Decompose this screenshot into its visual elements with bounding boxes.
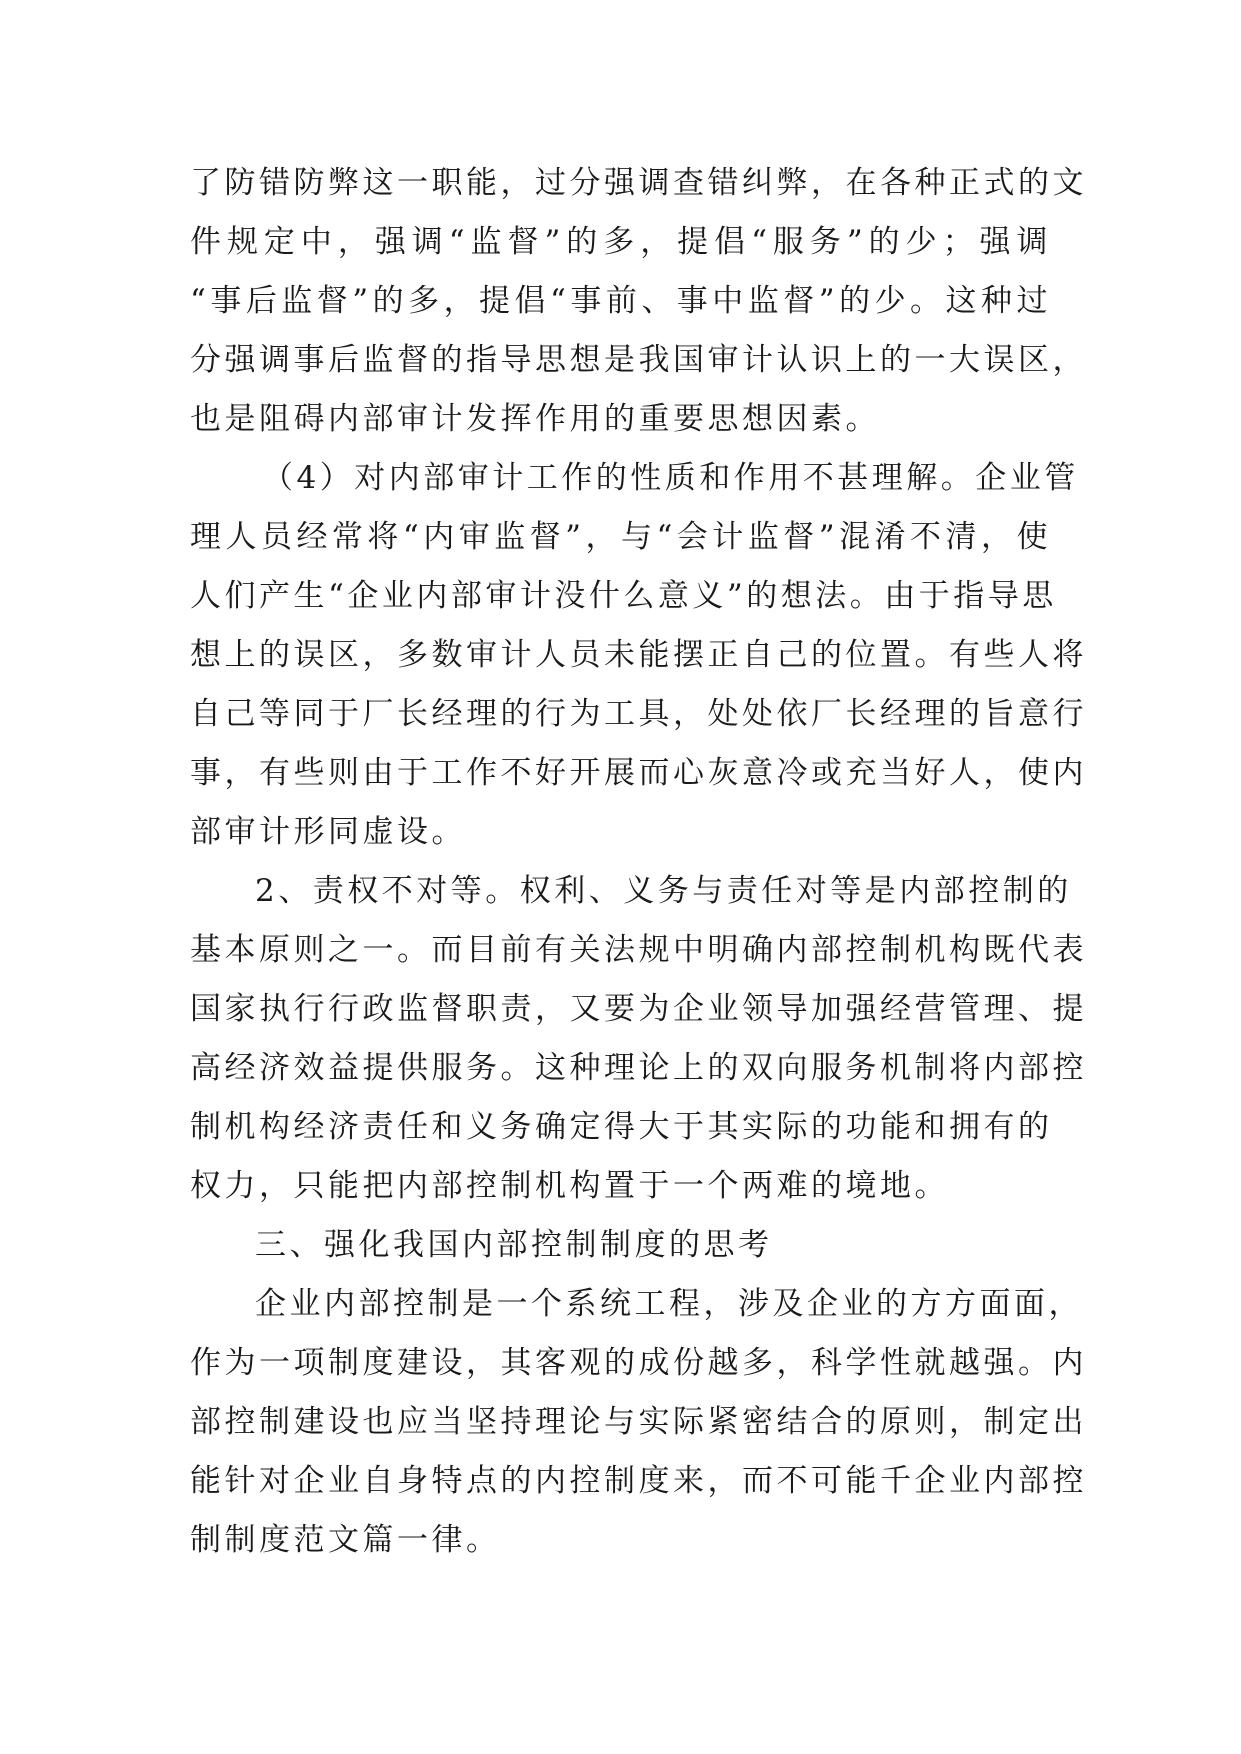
text-line-20: 企业内部控制是一个系统工程，涉及企业的方方面面， bbox=[255, 1286, 1083, 1322]
text-line-17: 制机构经济责任和义务确定得大于其实际的功能和拥有的 bbox=[190, 1109, 1053, 1145]
text-line-1: 了防错防弊这一职能，过分强调查错纠弊，在各种正式的文 bbox=[190, 165, 1087, 201]
text-line-7: 理人员经常将“内审监督”，与“会计监督”混淆不清，使 bbox=[190, 519, 1051, 555]
text-line-13: 2、责权不对等。权利、义务与责任对等是内部控制的 bbox=[255, 873, 1072, 909]
text-line-9: 想上的误区，多数审计人员未能摆正自己的位置。有些人将 bbox=[190, 637, 1087, 673]
text-line-18: 权力，只能把内部控制机构置于一个两难的境地。 bbox=[190, 1168, 949, 1204]
text-line-24: 制制度范文篇一律。 bbox=[190, 1522, 501, 1558]
text-line-4: 分强调事后监督的指导思想是我国审计认识上的一大误区， bbox=[190, 342, 1087, 378]
text-line-21: 作为一项制度建设，其客观的成份越多，科学性就越强。内 bbox=[190, 1345, 1087, 1381]
text-line-5: 也是阻碍内部审计发挥作用的重要思想因素。 bbox=[190, 401, 880, 437]
text-line-8: 人们产生“企业内部审计没什么意义”的想法。由于指导思 bbox=[190, 578, 1057, 614]
section-heading: 三、强化我国内部控制制度的思考 bbox=[255, 1227, 773, 1263]
text-line-10: 自己等同于厂长经理的行为工具，处处依厂长经理的旨意行 bbox=[190, 696, 1087, 732]
text-line-23: 能针对企业自身特点的内控制度来，而不可能千企业内部控 bbox=[190, 1463, 1087, 1499]
text-line-22: 部控制建设也应当坚持理论与实际紧密结合的原则，制定出 bbox=[190, 1404, 1087, 1440]
text-line-11: 事，有些则由于工作不好开展而心灰意冷或充当好人，使内 bbox=[190, 755, 1087, 791]
text-line-3: “事后监督”的多，提倡“事前、事中监督”的少。这种过 bbox=[190, 283, 1051, 319]
text-line-2: 件规定中，强调“监督”的多，提倡“服务”的少；强调 bbox=[190, 224, 1051, 260]
text-line-16: 高经济效益提供服务。这种理论上的双向服务机制将内部控 bbox=[190, 1050, 1087, 1086]
text-line-12: 部审计形同虚设。 bbox=[190, 814, 466, 850]
text-line-14: 基本原则之一。而目前有关法规中明确内部控制机构既代表 bbox=[190, 932, 1087, 968]
text-line-15: 国家执行行政监督职责，又要为企业领导加强经营管理、提 bbox=[190, 991, 1087, 1027]
text-line-6: （4）对内部审计工作的性质和作用不甚理解。企业管 bbox=[262, 460, 1079, 496]
